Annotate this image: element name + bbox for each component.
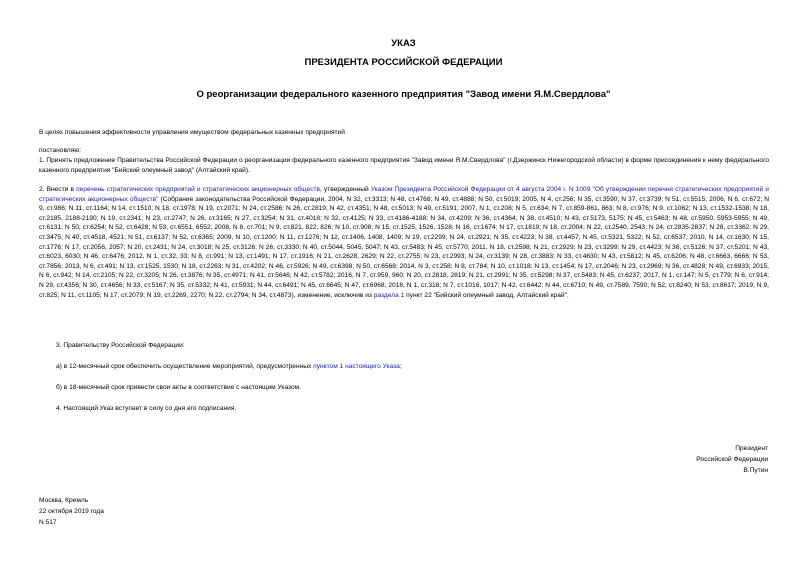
- issuer-title: ПРЕЗИДЕНТА РОССИЙСКОЙ ФЕДЕРАЦИИ: [304, 57, 503, 68]
- clause-3a-text-start: а) в 12-месячный срок обеспечить осуществление мероприятий, предусмотренных: [56, 363, 314, 370]
- document-type-title: УКАЗ: [391, 38, 416, 49]
- clause-3-paragraph: 3. Правительству Российской Федерации:: [56, 342, 185, 349]
- signature-country: Российской Федерации: [696, 456, 768, 463]
- decree-subject-title: О реорганизации федерального казенного предприятия "Завод имени Я.М.Свердлова": [196, 89, 611, 100]
- signing-date: 22 октября 2019 года: [39, 508, 104, 515]
- decree-number: N 517: [39, 519, 57, 526]
- clause-4-paragraph: 4. Настоящий Указ вступает в силу со дня его подписания.: [56, 405, 237, 412]
- clause-2-paragraph: [39, 185, 769, 300]
- clause-2-text-start: 2. Внести в: [39, 186, 77, 193]
- signature-position: Президент: [735, 445, 768, 452]
- clause-2-citations-text: (Собрание законодательства Российской Федерации, 2004, N 32, ст.3313; N 48, ст.4768; N 49, ст.4888; N 50, ст.5019; 2005, N 4, ст.256; N 35, ст.3590; N 37, ст.3739; N 51, ст.5515; 2006, N 6, ст.672; N 9, ст.986; N 11, ст.1164; N 14, ст.1510; N 18, ст.1978; N 19, ст.2071; N 24, ст.2586; N 26, ст.2819; N 42, ст.4351; N 48, ст.5013; N 49, ст.5191; 2007, N 1, ст.208; N 5, ст.634; N 7, ст.859-861, 863; N 8, ст.976; N 9, ст.1062; N 13, ст.1532-1538; N 18, ст.2185, 2188-2190; N 19, ст.2341; N 23, ст.2747; N 26, ст.3165; N 27, ст.3254; N 31, ст.4018; N 32, ст.4125; N 33, ст.4186-4188; N 34, ст.4209; N 36, ст.4364; N 38, ст.4510; N 43, ст.5173, 5175; N 45, ст.5463; N 48, ст.5950, 5953-5955; N 49, ст.6131; N 50, ст.6254; N 52, ст.6428; N 53, ст.6551, 6552; 2008, N 8, ст.701; N 9, ст.821, 822, 826; N 10, ст.908; N 15, ст.1525, 1526, 1528; N 16, ст.1674; N 17, ст.1819; N 18, ст.2004; N 22, ст.2540, 2543; N 24, ст.2835-2837; N 28, ст.3362; N 29, ст.3475; N 40, ст.4518, 4521; N 51, ст.6137; N 52, ст.6365; 2009, N 10, ст.1200; N 11, ст.1276; N 12, ст.1406, 1408, 1409; N 19, ст.2299; N 24, ст.2921; N 35, ст.4223; N 38, ст.4457; N 45, ст.5321, 5322; N 52, ст.6537; 2010, N 14, ст.1630; N 15, ст.1776; N 17, ст.2056, 2057; N 20, ст.2431; N 24, ст.3018; N 25, ст.3126; N 26, ст.3330; N 40, ст.5044, 5045, 5047; N 43, ст.5483; N 45, ст.5770; 2011, N 18, ст.2598; N 21, ст.2929; N 23, ст.3299; N 29, ст.4423; N 36, ст.5126; N 37, ст.5201; N 43, ст.6023, 6030; N 46, ст.6476; 2012, N 1, ст.32, 33; N 8, ст.991; N 13, ст.1491; N 17, ст.1916; N 21, ст.2628, 2629; N 22, ст.2755; N 23, ст.2993; N 24, ст.3139; N 28, ст.3883; N 33, ст.4630; N 43, ст.5812; N 45, ст.6206; N 48, ст.6663, 6666; N 53, ст.7856; 2013, N 6, ст.491; N 13, ст.1525, 1530; N 18, ст.2263; N 31, ст.4202; N 46, ст.5926; N 49, ст.6398; N 50, ст.6568; 2014, N 3, ст.258; N 8, ст.784; N 10, ст.1018; N 13, ст.1454; N 17, ст.2046; N 23, ст.2969; N 36, ст.4828; N 49, ст.6933; 2015, N 6, ст.942; N 14, ст.2105; N 22, ст.3205; N 26, ст.3876; N 35, ст.4971; N 41, ст.5646; N 42, ст.5782; 2016, N 7, ст.959, 960; N 20, ст.2818, 2819; N 21, ст.2991; N 35, ст.5298; N 37, ст.5483; N 45, ст.6237; 2017, N 1, ст.147; N 5, ст.779; N 6, ст.914; N 29, ст.4356; N 30, ст.4656; N 33, ст.5167; N 35, ст.5332; N 41, ст.5931; N 44, ст.6491; N 45, ст.6645; N 47, ст.6968; 2018, N 1, ст.318; N 7, ст.1016, 1017; N 42, ст.6442; N 44, ст.6710; N 49, ст.7589, 7590; N 52, ст.8240; N 53, ст.8617; 2019, N 9, ст.825; N 11, ст.1105; N 17, ст.2079; N 19, ст.2269, 2270; N 22, ст.2794; N 34, ст.4873), изменение, исключив из: [39, 195, 769, 299]
- decree-1009-link[interactable]: Указом Президента Российской Федерации от 4 августа 2004 г. N 1009 "Об утверждении перечня стратегических предприятий и стратегических акционерных обществ": [39, 186, 769, 203]
- clause-1-reference-link[interactable]: пунктом 1 настоящего Указа: [313, 363, 400, 370]
- clause-1-paragraph: 1. Принять предложение Правительства Российской Федерации о реорганизации федерального казенного предприятия "Завод имени Я.М.Свердлова" (г.Дзержинск Нижегородской области) в форме присоединения к нему федерального казенного предприятия "Бийский олеумный завод" (Алтайский край).: [39, 157, 769, 174]
- resolves-label: постановляю:: [39, 147, 82, 154]
- clause-3a-paragraph: [56, 362, 770, 372]
- clause-2-text-mid1: , утвержденный: [320, 186, 371, 193]
- clause-3b-paragraph: б) в 18-месячный срок привести свои акты в соответствие с настоящим Указом.: [56, 384, 302, 391]
- signature-name: В.Путин: [743, 467, 768, 474]
- preamble-paragraph: В целях повышения эффективности управления имуществом федеральных казенных предприятий: [39, 129, 345, 136]
- signing-place: Москва, Кремль: [39, 497, 89, 504]
- section-1-link[interactable]: раздела 1: [373, 291, 405, 299]
- strategic-enterprises-list-link[interactable]: перечень стратегических предприятий и стратегических акционерных обществ: [76, 186, 321, 193]
- clause-2-text-end: пункт 22 "Бийский олеумный завод, Алтайский край".: [404, 291, 569, 299]
- clause-3a-text-end: ;: [399, 363, 402, 370]
